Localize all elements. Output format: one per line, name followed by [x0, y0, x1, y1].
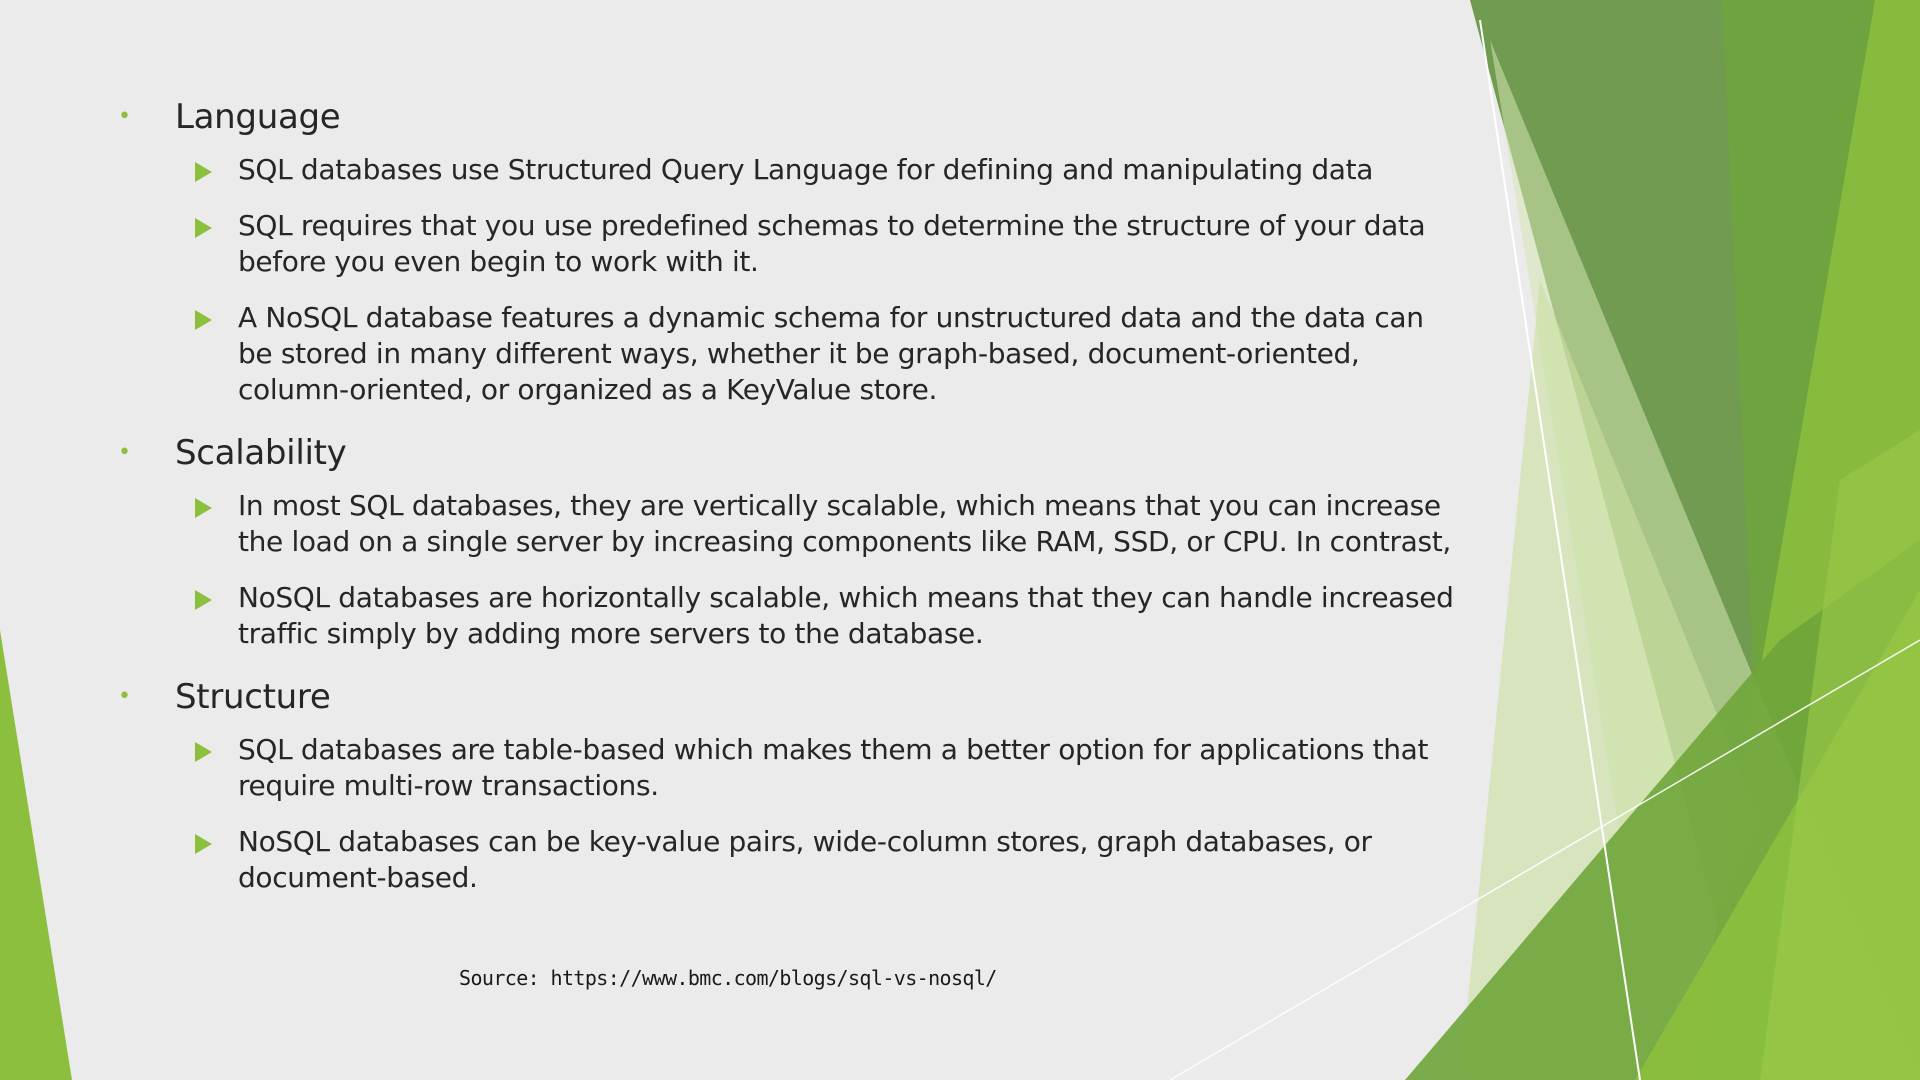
point-text: NoSQL databases are horizontally scalable, which means that they can handle increased traffic simply by adding more servers to the database.: [238, 581, 1454, 650]
heading-scalability: [118, 428, 1458, 478]
triangle-arrow-icon: [195, 590, 212, 610]
list-item: [118, 152, 1458, 188]
point-text: NoSQL databases can be key-value pairs, wide-column stores, graph databases, or document-based.: [238, 825, 1372, 894]
point-text: In most SQL databases, they are vertically scalable, which means that you can increase the load on a single server by increasing components like RAM, SSD, or CPU. In contrast,: [238, 489, 1451, 558]
source-citation: Source: https://www.bmc.com/blogs/sql-vs-nosql/: [459, 966, 997, 990]
triangle-arrow-icon: [195, 498, 212, 518]
list-item: [118, 208, 1458, 280]
heading-structure: [118, 672, 1458, 722]
bullet-dot-icon: •: [118, 684, 131, 709]
list-item: [118, 580, 1458, 652]
list-item: [118, 488, 1458, 560]
heading-text: Structure: [175, 677, 331, 717]
list-item: [118, 732, 1458, 804]
point-text: SQL databases are table-based which makes them a better option for applications that require multi-row transactions.: [238, 733, 1429, 802]
section-structure: [118, 672, 1458, 896]
heading-language: [118, 92, 1458, 142]
triangle-arrow-icon: [195, 742, 212, 762]
list-item: [118, 300, 1458, 408]
triangle-arrow-icon: [195, 218, 212, 238]
list-item: [118, 824, 1458, 896]
point-text: SQL databases use Structured Query Language for defining and manipulating data: [238, 153, 1374, 186]
point-text: SQL requires that you use predefined schemas to determine the structure of your data before you even begin to work with it.: [238, 209, 1426, 278]
bullet-dot-icon: •: [118, 440, 131, 465]
section-language: [118, 92, 1458, 408]
triangle-arrow-icon: [195, 162, 212, 182]
point-text: A NoSQL database features a dynamic schema for unstructured data and the data can be stored in many different ways, whether it be graph-based, document-oriented, column-oriented, or organized as a KeyValue store.: [238, 301, 1424, 406]
triangle-arrow-icon: [195, 834, 212, 854]
heading-text: Language: [175, 97, 341, 137]
section-scalability: [118, 428, 1458, 652]
heading-text: Scalability: [175, 433, 347, 473]
bullet-list: [118, 92, 1458, 916]
bullet-dot-icon: •: [118, 104, 131, 129]
triangle-arrow-icon: [195, 310, 212, 330]
